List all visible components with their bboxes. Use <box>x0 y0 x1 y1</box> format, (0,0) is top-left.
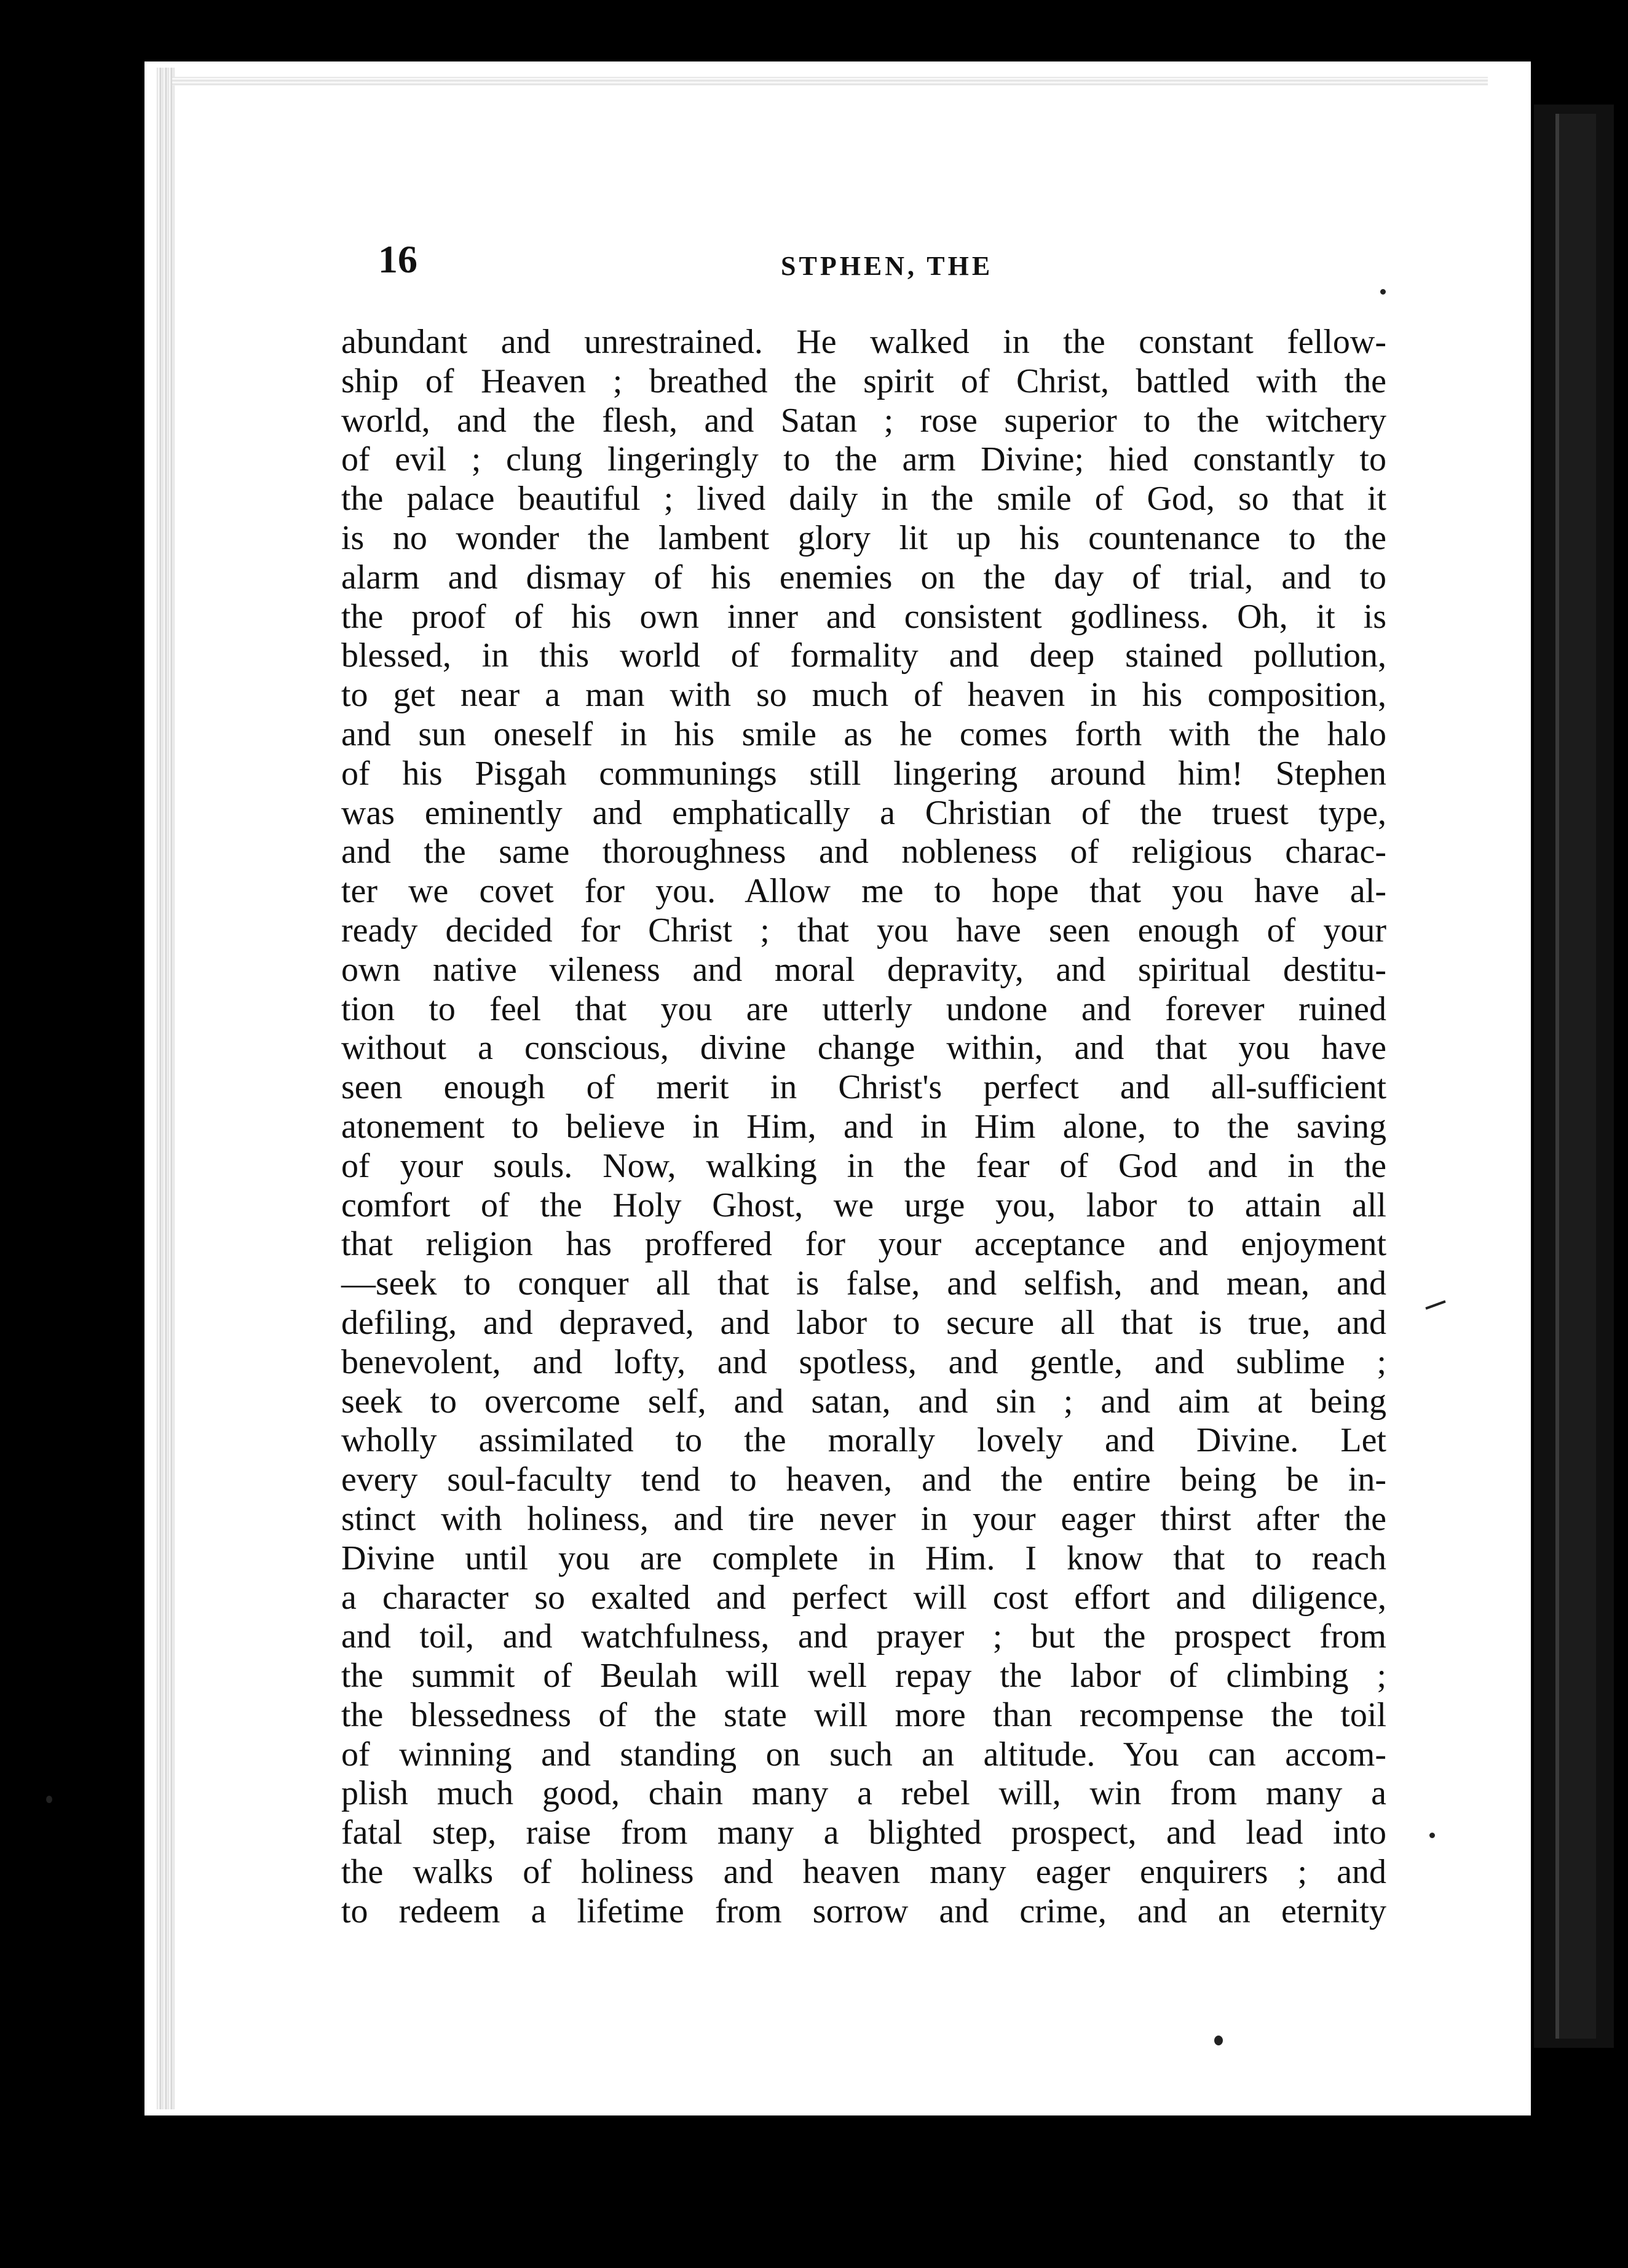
text-line: abundant and unrestrained. He walked in the constant fellow- <box>341 323 1386 361</box>
page-number: 16 <box>378 237 417 281</box>
text-line: plish much good, chain many a rebel will, win from many a <box>341 1774 1386 1813</box>
text-line: the blessedness of the state will more than recompense the toil <box>341 1695 1386 1734</box>
text-line: to get near a man with so much of heaven in his composition, <box>341 676 1386 715</box>
page-stack-top-edge <box>172 77 1488 85</box>
running-head: STPHEN, THE <box>781 251 994 281</box>
scan-speck <box>1380 289 1386 295</box>
text-line: a character so exalted and perfect will cost effort and diligence, <box>341 1578 1386 1617</box>
facing-page-shadow <box>1555 114 1596 2039</box>
text-line: Divine until you are complete in Him. I know that to reach <box>341 1539 1386 1577</box>
text-line: the walks of holiness and heaven many eager enquirers ; and <box>341 1853 1386 1892</box>
text-line: seek to overcome self, and satan, and sin ; and aim at being <box>341 1382 1386 1421</box>
text-line: of your souls. Now, walking in the fear of God and in the <box>341 1146 1386 1185</box>
text-line: ship of Heaven ; breathed the spirit of Christ, battled with the <box>341 362 1386 400</box>
text-line: ter we covet for you. Allow me to hope that you have al- <box>341 872 1386 911</box>
text-line: world, and the flesh, and Satan ; rose superior to the witchery <box>341 401 1386 440</box>
scan-speck <box>46 1796 52 1803</box>
text-line: and toil, and watchfulness, and prayer ; but the prospect from <box>341 1617 1386 1656</box>
scan-speck <box>1214 2036 1223 2045</box>
text-line: seen enough of merit in Christ's perfect and all-sufficient <box>341 1068 1386 1107</box>
text-line: —seek to conquer all that is false, and selfish, and mean, and <box>341 1264 1386 1303</box>
text-line: own native vileness and moral depravity, and spiritual destitu- <box>341 950 1386 989</box>
text-line: tion to feel that you are utterly undone and forever ruined <box>341 989 1386 1028</box>
text-line: was eminently and emphatically a Christian of the truest type, <box>341 793 1386 832</box>
text-line: defiling, and depraved, and labor to secure all that is true, and <box>341 1303 1386 1342</box>
text-line: atonement to believe in Him, and in Him alone, to the saving <box>341 1107 1386 1146</box>
text-line: the proof of his own inner and consistent godliness. Oh, it is <box>341 597 1386 636</box>
page-stack-left-edge <box>157 68 175 2109</box>
text-line: and sun oneself in his smile as he comes forth with the halo <box>341 715 1386 753</box>
body-text <box>341 323 1386 1932</box>
text-line: ready decided for Christ ; that you have seen enough of your <box>341 911 1386 950</box>
scan-speck <box>1429 1833 1435 1838</box>
text-line: wholly assimilated to the morally lovely and Divine. Let <box>341 1421 1386 1460</box>
text-line: of evil ; clung lingeringly to the arm Divine; hied constantly to <box>341 440 1386 479</box>
text-line: to redeem a lifetime from sorrow and crime, and an eternity <box>341 1892 1386 1930</box>
text-line: every soul-faculty tend to heaven, and the entire being be in- <box>341 1461 1386 1499</box>
text-line: stinct with holiness, and tire never in your eager thirst after the <box>341 1499 1386 1538</box>
text-line: is no wonder the lambent glory lit up his countenance to the <box>341 518 1386 557</box>
text-line: the palace beautiful ; lived daily in the smile of God, so that it <box>341 480 1386 518</box>
text-line: of winning and standing on such an altitude. You can accom- <box>341 1735 1386 1774</box>
text-line: of his Pisgah communings still lingering around him! Stephen <box>341 754 1386 793</box>
text-line: blessed, in this world of formality and deep stained pollution, <box>341 636 1386 675</box>
text-line: fatal step, raise from many a blighted prospect, and lead into <box>341 1814 1386 1852</box>
text-line: comfort of the Holy Ghost, we urge you, labor to attain all <box>341 1186 1386 1224</box>
text-line: without a conscious, divine change within, and that you have <box>341 1029 1386 1068</box>
text-line: benevolent, and lofty, and spotless, and gentle, and sublime ; <box>341 1342 1386 1381</box>
text-line: and the same thoroughness and nobleness of religious charac- <box>341 833 1386 871</box>
text-line: that religion has proffered for your acceptance and enjoyment <box>341 1225 1386 1264</box>
text-line: alarm and dismay of his enemies on the day of trial, and to <box>341 558 1386 597</box>
text-line: the summit of Beulah will well repay the labor of climbing ; <box>341 1657 1386 1695</box>
page-header <box>378 237 1362 298</box>
